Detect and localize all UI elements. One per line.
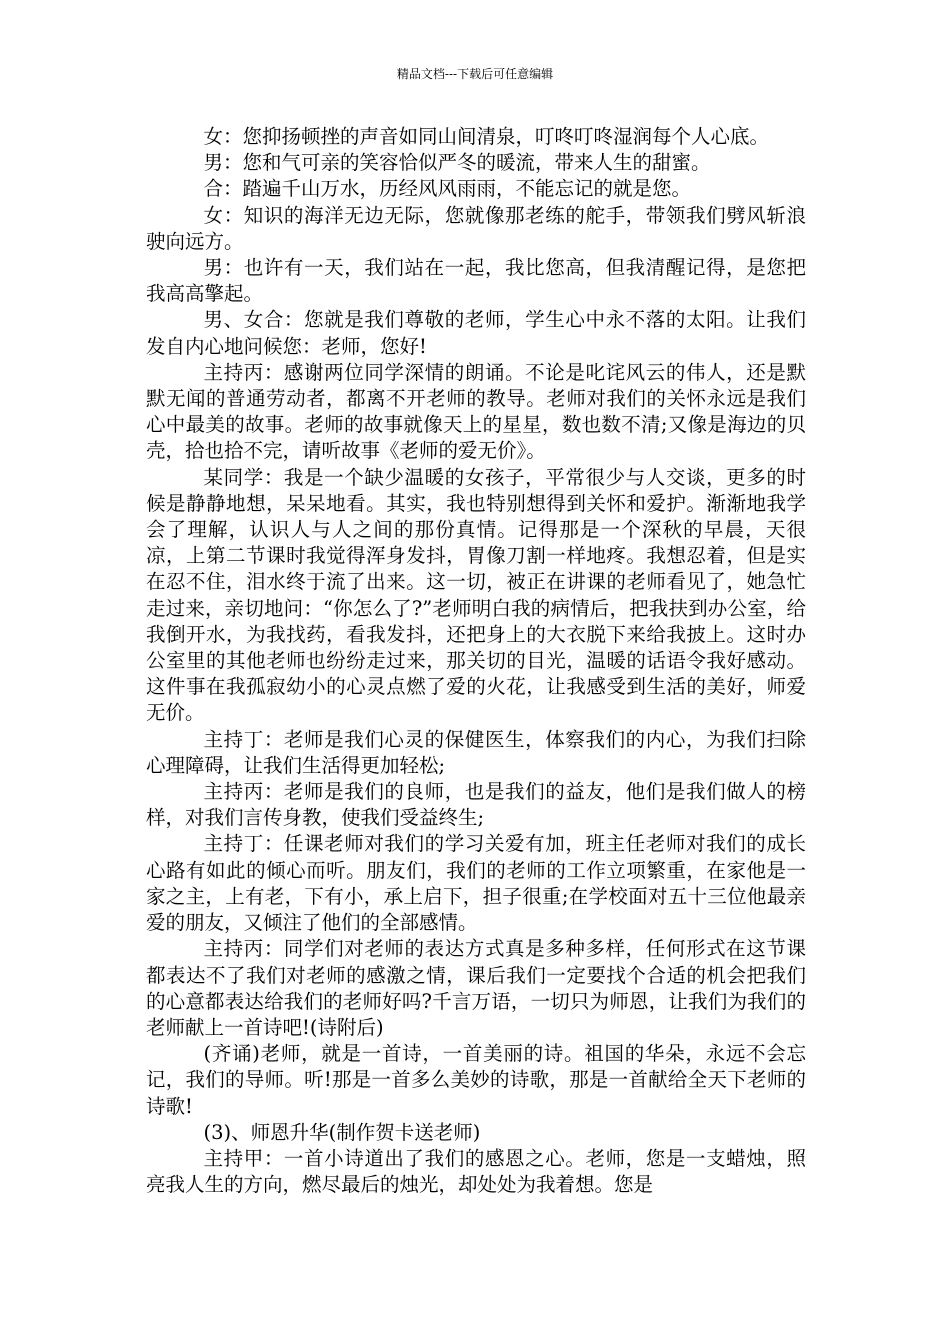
paragraph-host-bing-3: 主持丙：同学们对老师的表达方式真是多种多样，任何形式在这节课都表达不了我们对老师的感激之情，课后我们一定要找个合适的机会把我们的心意都表达给我们的老师好吗?千言万语，一切只为师恩，让我们为我们的老师献上一首诗吧!(诗附后) [146,937,806,1039]
paragraph-section-heading: (3)、师恩升华(制作贺卡送老师) [203,1120,481,1144]
paragraph-female-2: 女：知识的海洋无边无际，您就像那老练的舵手，带领我们劈风斩浪驶向远方。 [146,203,806,253]
paragraph-female-1: 女：您抑扬顿挫的声音如同山间清泉，叮咚叮咚湿润每个人心底。 [203,125,770,148]
paragraph-host-bing-1: 主持丙：感谢两位同学深情的朗诵。不论是叱诧风云的伟人，还是默默无闻的普通劳动者，都离不开老师的教导。老师对我们的关怀永远是我们心中最美的故事。老师的故事就像天上的星星，数也数不清;又像是海边的贝壳，拾也拾不完，请听故事《老师的爱无价》。 [146,360,806,463]
paragraph-host-jia-1: 主持甲：一首小诗道出了我们的感恩之心。老师，您是一支蜡烛，照亮我人生的方向，燃尽最后的烛光，却处处为我着想。您是 [146,1146,806,1197]
paragraph-male-female-together: 男、女合：您就是我们尊敬的老师，学生心中永不落的太阳。让我们发自内心地问候您：老师，您好! [146,308,806,358]
paragraph-male-2: 男：也许有一天，我们站在一起，我比您高，但我清醒记得，是您把我高高擎起。 [146,256,806,306]
paragraph-together-1: 合：踏遍千山万水，历经风风雨雨，不能忘记的就是您。 [203,177,692,201]
paragraph-group-recitation: (齐诵)老师，就是一首诗，一首美丽的诗。祖国的华朵，永远不会忘记，我们的导师。听!那是一首多么美妙的诗歌，那是一首献给全天下老师的诗歌! [146,1042,806,1118]
paragraph-student-story: 某同学：我是一个缺少温暖的女孩子，平常很少与人交谈，更多的时候是静静地想，呆呆地看。其实，我也特别想得到关怀和爱护。渐渐地我学会了理解，认识人与人之间的那份真情。记得那是一个深秋的早晨，天很凉，上第二节课时我觉得浑身发抖，胃像刀割一样地疼。我想忍着，但是实在忍不住，泪水终于流了出来。这一切，被正在讲课的老师看见了，她急忙走过来，亲切地问：“你怎么了?”老师明白我的病情后，把我扶到办公室，给我倒开水，为我找药，看我发抖，还把身上的大衣脱下来给我披上。这时办公室里的其他老师也纷纷走过来，那关切的目光，温暖的话语令我好感动。这件事在我孤寂幼小的心灵点燃了爱的火花，让我感受到生活的美好，师爱无价。 [146,465,806,725]
paragraph-male-1: 男：您和气可亲的笑容恰似严冬的暖流，带来人生的甜蜜。 [203,151,711,175]
page-header: 精品文档---下载后可任意编辑 [396,67,554,81]
document-body [146,124,806,1198]
paragraph-host-ding-1: 主持丁：老师是我们心灵的保健医生，体察我们的内心，为我们扫除心理障碍，让我们生活得更加轻松; [146,727,806,777]
paragraph-host-ding-2: 主持丁：任课老师对我们的学习关爱有加，班主任老师对我们的成长心路有如此的倾心而听。朋友们，我们的老师的工作立项繁重，在家他是一家之主，上有老，下有小，承上启下，担子很重;在学校面对五十三位他最亲爱的朋友，又倾注了他们的全部感情。 [146,832,806,935]
paragraph-host-bing-2: 主持丙：老师是我们的良师，也是我们的益友，他们是我们做人的榜样，对我们言传身教，使我们受益终生; [146,780,806,830]
